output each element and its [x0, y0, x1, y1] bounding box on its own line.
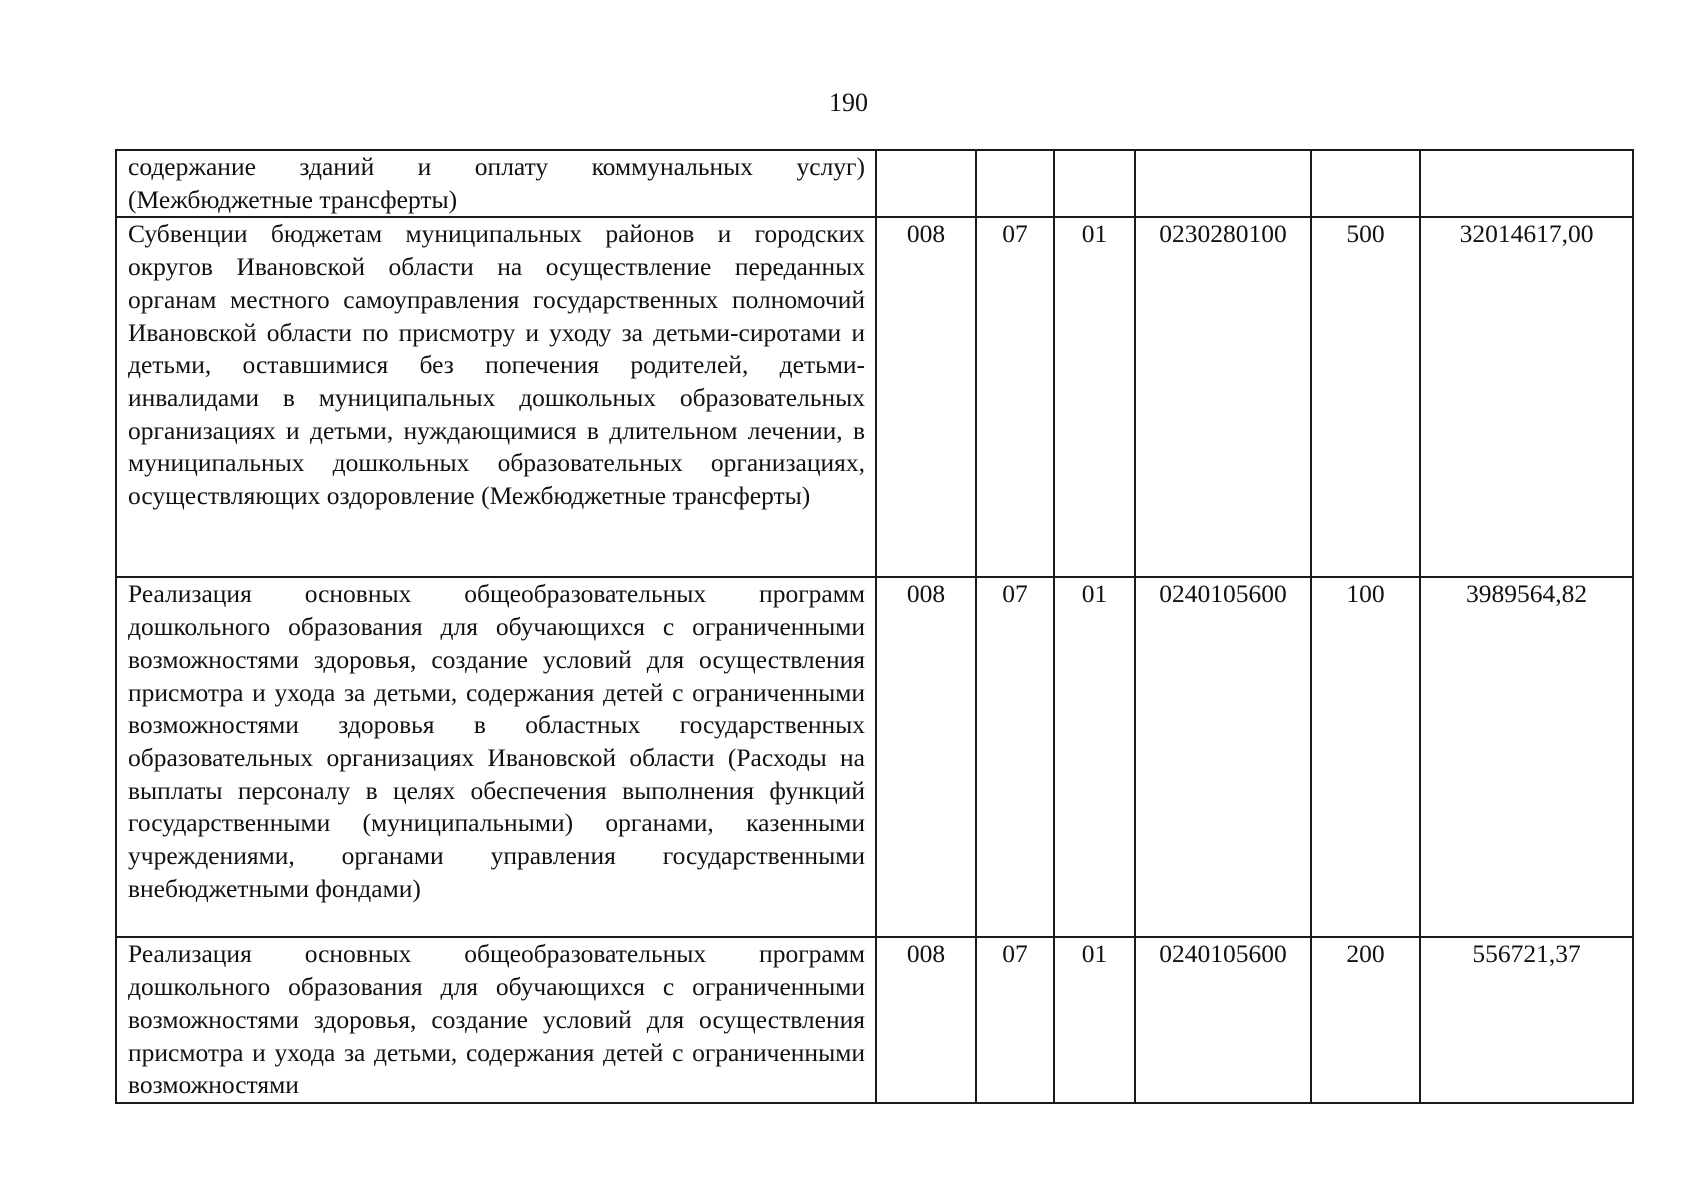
table-row — [116, 937, 1633, 1103]
section-code-cell: 07 — [976, 217, 1054, 577]
expense-type-cell: 200 — [1311, 937, 1420, 1103]
ministry-code-cell: 008 — [876, 217, 976, 577]
subsection-code-cell: 01 — [1054, 577, 1135, 937]
description-cell — [116, 577, 876, 937]
ministry-code-cell: 008 — [876, 577, 976, 937]
table-row — [116, 150, 1633, 217]
subsection-code-cell — [1054, 150, 1135, 217]
target-article-cell — [1135, 150, 1311, 217]
target-article-cell: 0240105600 — [1135, 577, 1311, 937]
target-article-cell: 0240105600 — [1135, 937, 1311, 1103]
section-code-cell: 07 — [976, 937, 1054, 1103]
expense-type-cell: 500 — [1311, 217, 1420, 577]
expense-type-cell: 100 — [1311, 577, 1420, 937]
description-cell — [116, 150, 876, 217]
page-number: 190 — [829, 88, 868, 117]
amount-cell: 3989564,82 — [1420, 577, 1633, 937]
description-text: содержание зданий и оплату коммунальных услуг) (Межбюджетные трансферты) — [128, 152, 865, 214]
description-text: Субвенции бюджетам муниципальных районов и городских округов Ивановской области на осуществление переданных органам местного самоуправления государственных полномочий Ивановской области по присмотру и уходу за детьми-сиротами и детьми, оставшимися без попечения родителей, детьми-инвалидами в муниципальных дошкольных образовательных организациях и детьми, нуждающимися в длительном лечении, в муниципальных дошкольных образовательных организациях, осуществляющих оздоровление (Межбюджетные трансферты) — [128, 219, 865, 511]
amount-cell — [1420, 150, 1633, 217]
section-code-cell — [976, 150, 1054, 217]
budget-table — [115, 149, 1634, 1104]
subsection-code-cell: 01 — [1054, 217, 1135, 577]
amount-cell: 556721,37 — [1420, 937, 1633, 1103]
target-article-cell: 0230280100 — [1135, 217, 1311, 577]
section-code-cell: 07 — [976, 577, 1054, 937]
table-row — [116, 217, 1633, 577]
subsection-code-cell: 01 — [1054, 937, 1135, 1103]
expense-type-cell — [1311, 150, 1420, 217]
ministry-code-cell: 008 — [876, 937, 976, 1103]
description-text: Реализация основных общеобразовательных программ дошкольного образования для обучающихся с ограниченными возможностями здоровья, создание условий для осуществления присмотра и ухода за детьми, содержания детей с ограниченными возможностями — [128, 939, 865, 1100]
ministry-code-cell — [876, 150, 976, 217]
description-cell — [116, 217, 876, 577]
description-text: Реализация основных общеобразовательных программ дошкольного образования для обучающихся с ограниченными возможностями здоровья, создание условий для осуществления присмотра и ухода за детьми, содержания детей с ограниченными возможностями здоровья в областных государственных образовательных организациях Ивановской области (Расходы на выплаты персоналу в целях обеспечения выполнения функций государственными (муниципальными) органами, казенными учреждениями, органами управления государственными внебюджетными фондами) — [128, 579, 865, 903]
description-cell — [116, 937, 876, 1103]
table-row — [116, 577, 1633, 937]
amount-cell: 32014617,00 — [1420, 217, 1633, 577]
